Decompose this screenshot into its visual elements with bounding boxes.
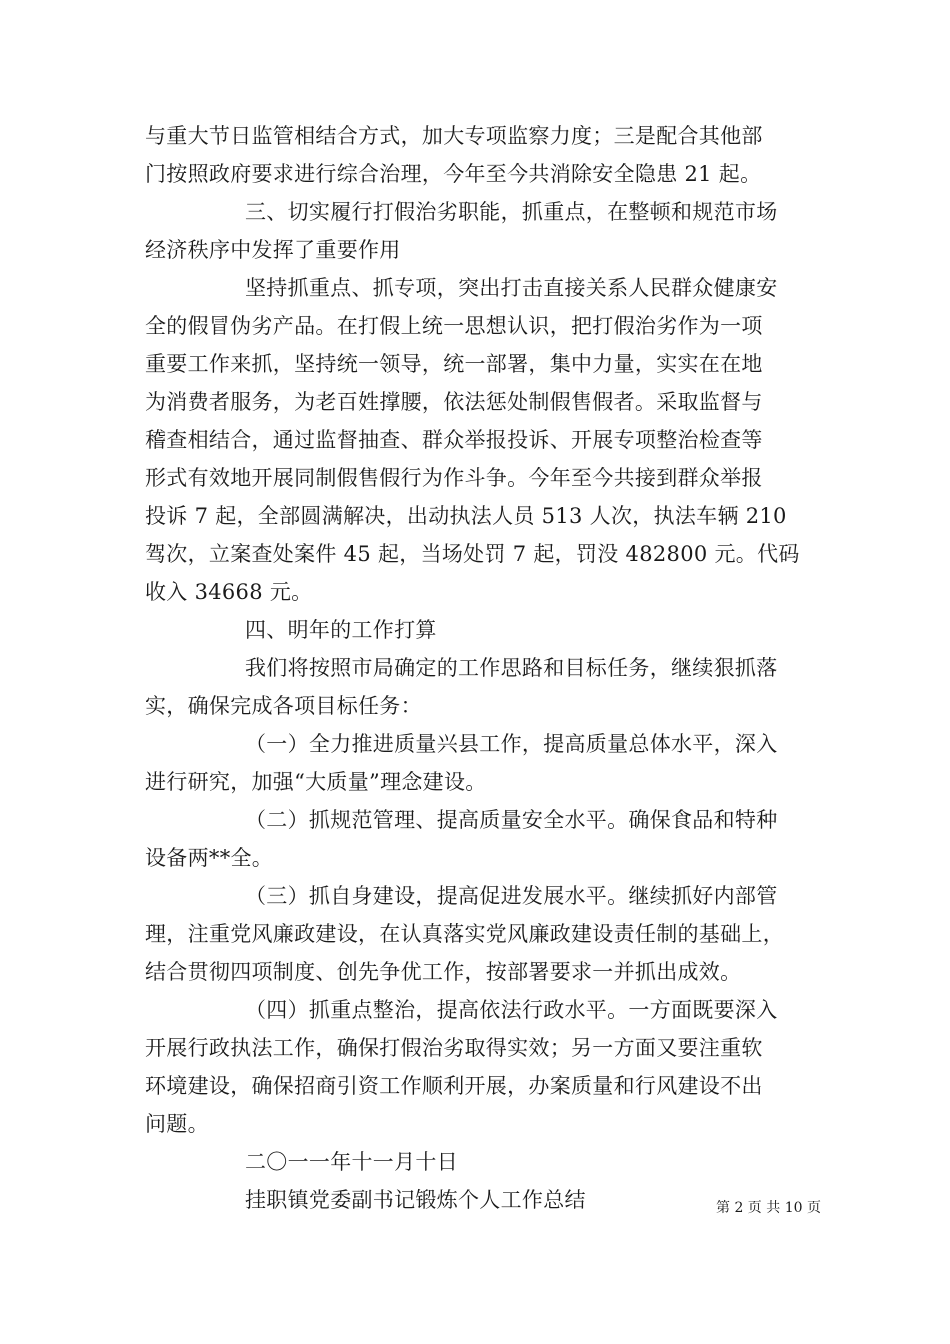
date-line: 二〇一一年十一月十日	[245, 1150, 458, 1174]
paragraph-start: 我们将按照市局确定的工作思路和目标任务，继续狠抓落	[245, 656, 778, 680]
list-item-3-cont: 结合贯彻四项制度、创先争优工作，按部署要求一并抓出成效。	[145, 960, 742, 984]
body-text-line: 门按照政府要求进行综合治理，今年至今共消除安全隐患 21 起。	[145, 162, 762, 186]
body-text-line: 投诉 7 起，全部圆满解决，出动执法人员 513 人次，执法车辆 210	[145, 504, 787, 528]
list-item-1: （一）全力推进质量兴县工作，提高质量总体水平，深入	[245, 732, 778, 756]
list-item-3-cont: 理，注重党风廉政建设，在认真落实党风廉政建设责任制的基础上，	[145, 922, 784, 946]
body-text-line: 收入 34668 元。	[145, 580, 313, 604]
list-item-3: （三）抓自身建设，提高促进发展水平。继续抓好内部管	[245, 884, 778, 908]
page-indicator: 第 2 页 共 10 页	[716, 1200, 821, 1216]
body-text-line: 为消费者服务，为老百姓撑腰，依法惩处制假售假者。采取监督与	[145, 390, 763, 414]
section-heading-3: 三、切实履行打假治劣职能，抓重点，在整顿和规范市场	[245, 200, 778, 224]
body-text-line: 驾次，立案查处案件 45 起，当场处罚 7 起，罚没 482800 元。代码	[145, 542, 800, 566]
list-item-4-cont: 开展行政执法工作，确保打假治劣取得实效；另一方面又要注重软	[145, 1036, 763, 1060]
list-item-1-cont: 进行研究，加强“大质量”理念建设。	[145, 770, 487, 794]
body-text-line: 全的假冒伪劣产品。在打假上统一思想认识，把打假治劣作为一项	[145, 314, 763, 338]
list-item-2-cont: 设备两**全。	[145, 846, 274, 870]
body-text-line: 实，确保完成各项目标任务：	[145, 694, 422, 718]
list-item-4: （四）抓重点整治，提高依法行政水平。一方面既要深入	[245, 998, 778, 1022]
list-item-4-cont: 问题。	[145, 1112, 209, 1136]
body-text-line: 重要工作来抓，坚持统一领导，统一部署，集中力量，实实在在地	[145, 352, 763, 376]
list-item-4-cont: 环境建设，确保招商引资工作顺利开展，办案质量和行风建设不出	[145, 1074, 763, 1098]
section-heading-3-cont: 经济秩序中发挥了重要作用	[145, 238, 401, 262]
body-text-line: 稽查相结合，通过监督抽查、群众举报投诉、开展专项整治检查等	[145, 428, 763, 452]
body-text-line: 形式有效地开展同制假售假行为作斗争。今年至今共接到群众举报	[145, 466, 763, 490]
body-text-line: 与重大节日监管相结合方式，加大专项监察力度；三是配合其他部	[145, 124, 763, 148]
list-item-2: （二）抓规范管理、提高质量安全水平。确保食品和特种	[245, 808, 778, 832]
paragraph-start: 坚持抓重点、抓专项，突出打击直接关系人民群众健康安	[245, 276, 778, 300]
section-heading-4: 四、明年的工作打算	[245, 618, 437, 642]
next-document-title: 挂职镇党委副书记锻炼个人工作总结	[245, 1188, 586, 1212]
